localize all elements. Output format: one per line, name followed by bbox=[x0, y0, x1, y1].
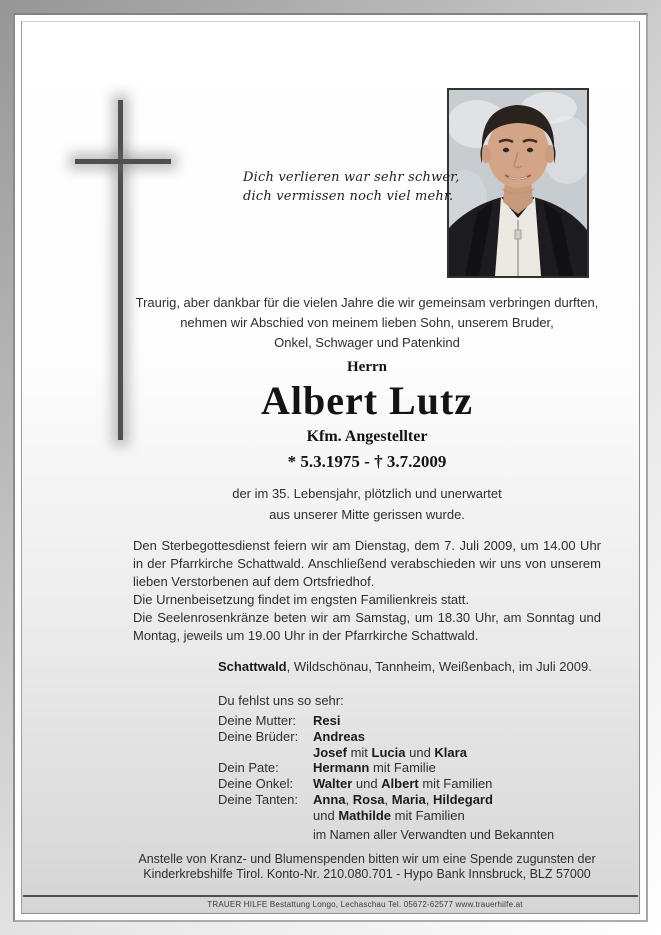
family-names: Walter und Albert mit Familien bbox=[313, 776, 493, 792]
family-names: Josef mit Lucia und Klara bbox=[313, 744, 467, 760]
life-dates: * 5.3.1975 - † 3.7.2009 bbox=[287, 452, 447, 471]
family-row bbox=[218, 713, 601, 729]
family-label: Deine Mutter: bbox=[218, 713, 297, 728]
age-note: der im 35. Lebensjahr, plötzlich und unerwartet aus unserer Mitte gerissen wurde. bbox=[232, 486, 502, 522]
salutation: Herrn bbox=[347, 359, 387, 375]
family-label: Deine Onkel: bbox=[218, 776, 294, 792]
family-names: Andreas bbox=[313, 728, 366, 744]
family-label bbox=[218, 808, 313, 824]
cross-icon bbox=[118, 100, 123, 440]
family-names: Anna, Rosa, Maria, Hildegard bbox=[313, 791, 493, 807]
family-row bbox=[218, 776, 601, 792]
family-list bbox=[133, 713, 601, 824]
family-names: und Mathilde mit Familien bbox=[313, 807, 465, 823]
farewell-quote: Dich verlieren war sehr schwer, dich vermissen noch viel mehr. bbox=[243, 170, 460, 204]
rosary-paragraph: Die Seelenrosenkränze beten wir am Samstag, um 18.30 Uhr, am Sonntag und Montag, jeweils um 19.00 Uhr in der Pfarrkirche Schattwald. bbox=[133, 610, 601, 643]
family-label: Deine Brüder: bbox=[218, 728, 299, 744]
closing-line: im Namen aller Verwandten und Bekannten bbox=[313, 827, 555, 842]
missing-line: Du fehlst uns so sehr: bbox=[218, 693, 344, 708]
family-names: Hermann mit Familie bbox=[313, 760, 436, 776]
places-date-line: Schattwald, Wildschönau, Tannheim, Weißenbach, im Juli 2009. bbox=[218, 659, 592, 674]
donation-note: Anstelle von Kranz- und Blumenspenden bitten wir um eine Spende zugunsten der Kinderkrebshilfe Tirol. Konto-Nr. 210.080.701 - Hypo Bank Innsbruck, BLZ 57000 bbox=[138, 851, 596, 882]
service-announcement bbox=[133, 537, 601, 609]
urn-burial-note: Die Urnenbeisetzung findet im engsten Familienkreis statt. bbox=[133, 592, 469, 607]
main-text-column bbox=[133, 21, 601, 883]
deceased-name: Albert Lutz bbox=[260, 378, 474, 423]
service-paragraph: Den Sterbegottesdienst feiern wir am Dienstag, dem 7. Juli 2009, um 14.00 Uhr in der Pfarrkirche Schattwald. Anschließend verabschieden wir uns von unserem lieben Verstorbenen auf dem Ortsfriedhof. bbox=[133, 538, 601, 589]
profession: Kfm. Angestellter bbox=[306, 428, 428, 445]
family-label bbox=[218, 745, 313, 761]
family-row bbox=[218, 745, 601, 761]
footer-divider bbox=[23, 895, 638, 897]
family-label: Deine Tanten: bbox=[218, 791, 298, 807]
family-row bbox=[218, 808, 601, 824]
family-label: Dein Pate: bbox=[218, 760, 279, 776]
family-row bbox=[218, 792, 601, 808]
family-names: Resi bbox=[313, 713, 341, 728]
family-row bbox=[218, 729, 601, 745]
family-row bbox=[218, 760, 601, 776]
funeral-home-footer: TRAUER HILFE Bestattung Longo, Lechaschau Tel. 05672-62577 www.trauerhilfe.at bbox=[207, 900, 523, 909]
intro-text: Traurig, aber dankbar für die vielen Jahre die wir gemeinsam verbringen durften, nehmen wir Abschied von meinem lieben Sohn, unserem Bruder, Onkel, Schwager und Patenkind bbox=[135, 295, 599, 350]
